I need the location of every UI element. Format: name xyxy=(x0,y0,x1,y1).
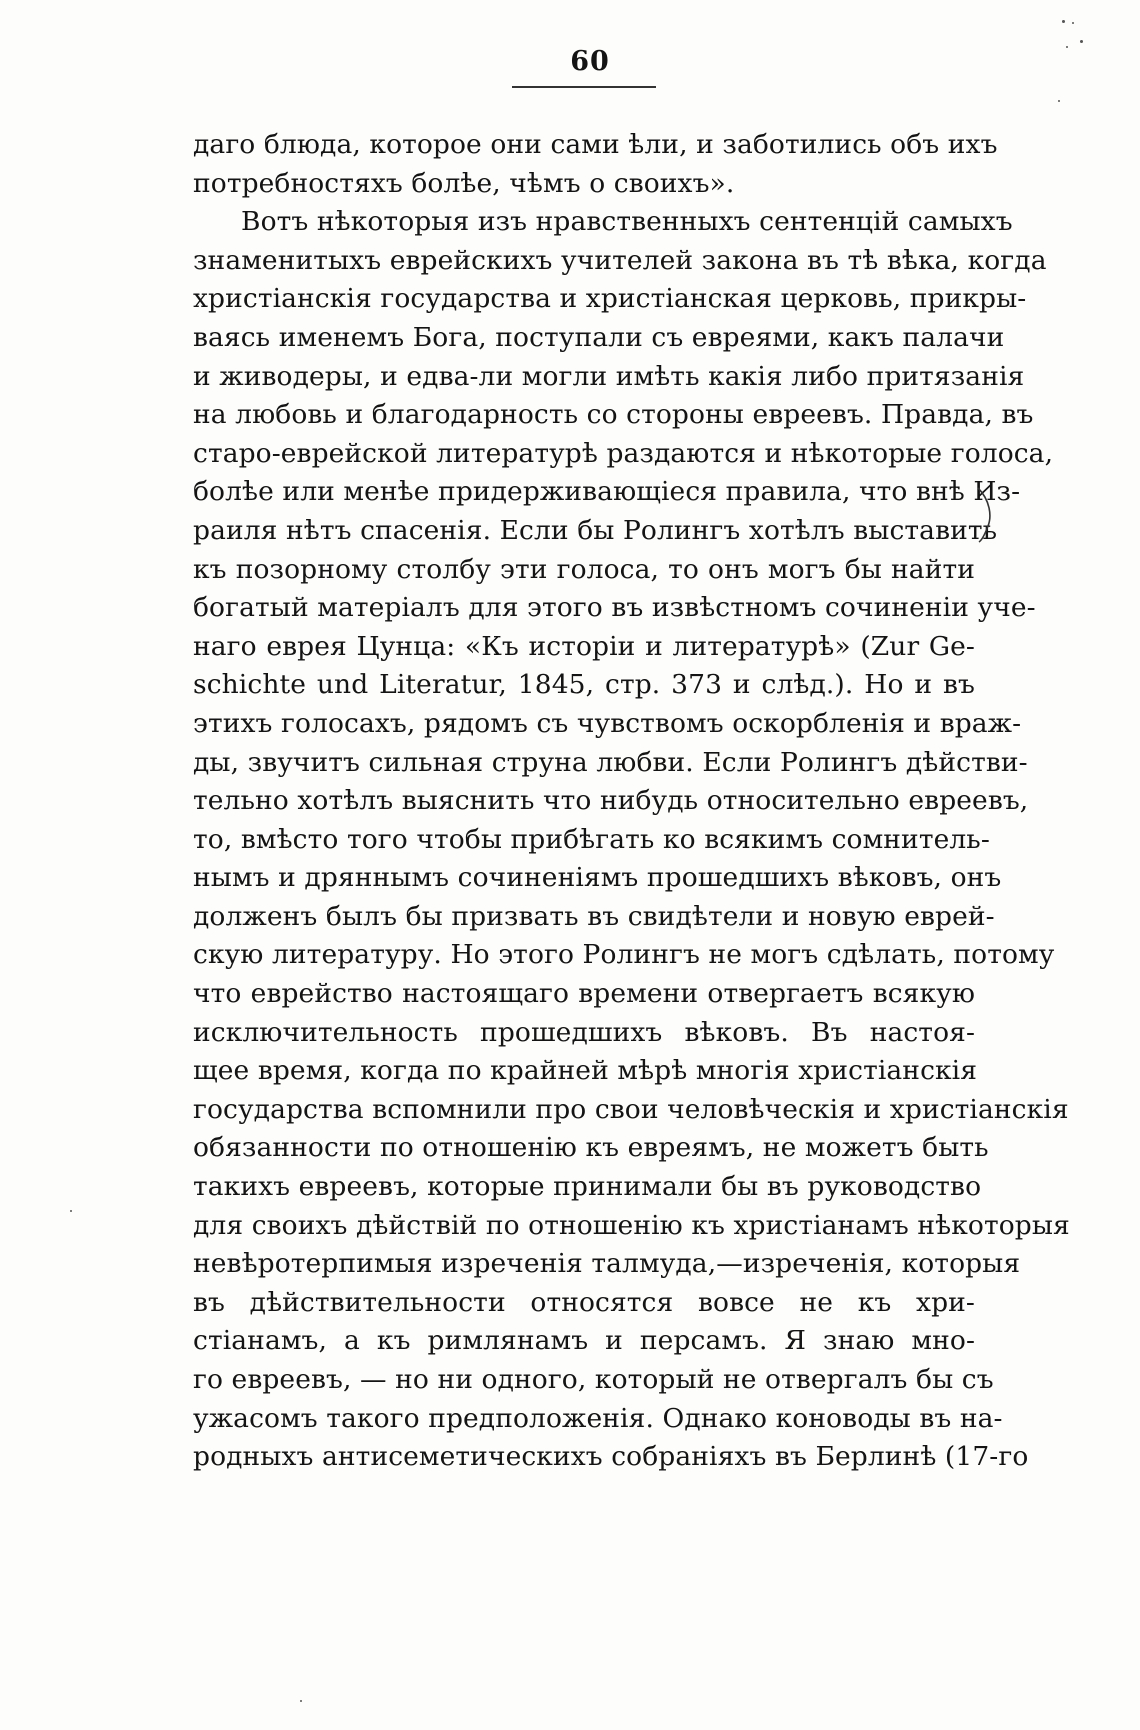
text-line: въ дѣйствительности относятся вовсе не къ хри- xyxy=(193,1286,975,1318)
text-line: болѣе или менѣе придерживающіеся правила, что внѣ Из- xyxy=(193,476,1021,508)
paragraph xyxy=(193,203,1070,1477)
text-line: даго блюда, которое они сами ѣли, и заботились объ ихъ xyxy=(193,129,998,160)
text-line: schichte und Literatur, 1845, стр. 373 и слѣд.). Но и въ xyxy=(193,669,975,701)
text-line: обязанности по отношенію къ евреямъ, не можетъ быть xyxy=(193,1132,989,1164)
scan-speck xyxy=(1072,22,1074,24)
text-line: потребностяхъ болѣе, чѣмъ о своихъ». xyxy=(193,167,735,199)
text-line: что еврейство настоящаго времени отвергаетъ всякую xyxy=(193,978,975,1010)
scan-speck xyxy=(1080,40,1083,43)
text-line: къ позорному столбу эти голоса, то онъ могъ бы найти xyxy=(193,553,975,585)
text-line: ужасомъ такого предположенія. Однако коноводы въ на- xyxy=(193,1402,1003,1434)
text-line: христіанскія государства и христіанская церковь, прикры- xyxy=(193,283,1027,315)
text-line: и живодеры, и едва-ли могли имѣть какія либо притязанія xyxy=(193,360,1025,392)
text-line: го евреевъ, — но ни одного, который не отвергалъ бы съ xyxy=(193,1364,994,1395)
text-line: этихъ голосахъ, рядомъ съ чувствомъ оскорбленія и враж- xyxy=(193,707,1022,739)
text-line: невѣротерпимыя изреченія талмуда,—изреченія, которыя xyxy=(193,1248,1021,1280)
text-line: долженъ былъ бы призвать въ свидѣтели и новую еврей- xyxy=(193,900,995,932)
text-line: для своихъ дѣйствій по отношенію къ христіанамъ нѣкоторыя xyxy=(193,1209,1070,1241)
text-line: на любовь и благодарность со стороны евреевъ. Правда, въ xyxy=(193,399,1034,431)
page-number: 60 xyxy=(570,46,610,77)
scan-speck xyxy=(1062,20,1065,23)
text-line: исключительность прошедшихъ вѣковъ. Въ настоя- xyxy=(193,1016,975,1048)
text-line: нымъ и дряннымъ сочиненіямъ прошедшихъ вѣковъ, онъ xyxy=(193,862,1002,894)
scan-speck xyxy=(1066,46,1068,48)
text-line: щее время, когда по крайней мѣрѣ многія христіанскія xyxy=(193,1055,978,1087)
paragraph xyxy=(193,126,998,203)
margin-bracket-mark xyxy=(976,486,996,544)
scan-speck xyxy=(70,1210,72,1212)
text-line: богатый матеріалъ для этого въ извѣстномъ сочиненіи уче- xyxy=(193,592,1036,624)
scan-speck xyxy=(300,1700,302,1702)
text-line: ды, звучитъ сильная струна любви. Если Ролингъ дѣйстви- xyxy=(193,746,1028,778)
text-line: стіанамъ, а къ римлянамъ и персамъ. Я знаю мно- xyxy=(193,1325,975,1357)
text-line: то, вмѣсто того чтобы прибѣгать ко всякимъ сомнитель- xyxy=(193,823,990,855)
text-line: такихъ евреевъ, которые принимали бы въ руководство xyxy=(193,1171,982,1203)
scan-speck xyxy=(1058,100,1060,102)
body-text xyxy=(193,126,1070,1477)
text-line: родныхъ антисеметическихъ собраніяхъ въ Берлинѣ (17-го xyxy=(193,1441,1029,1473)
text-line: раиля нѣтъ спасенія. Если бы Ролингъ хотѣлъ выставить xyxy=(193,514,998,546)
text-line: государства вспомнили про свои человѣческія и христіанскія xyxy=(193,1093,1069,1125)
text-line: тельно хотѣлъ выяснить что нибудь относительно евреевъ, xyxy=(193,785,1029,817)
text-line: ваясь именемъ Бога, поступали съ евреями, какъ палачи xyxy=(193,321,1005,353)
text-line: наго еврея Цунца: «Къ исторіи и литературѣ» (Zur Ge- xyxy=(193,630,975,662)
text-line: скую литературу. Но этого Ролингъ не могъ сдѣлать, потому xyxy=(193,939,1055,971)
page-number-rule xyxy=(512,86,656,88)
text-line: Вотъ нѣкоторыя изъ нравственныхъ сентенцій самыхъ xyxy=(241,206,1013,238)
text-line: знаменитыхъ еврейскихъ учителей закона въ тѣ вѣка, когда xyxy=(193,244,1047,276)
text-line: старо-еврейской литературѣ раздаются и нѣкоторые голоса, xyxy=(193,437,1054,469)
